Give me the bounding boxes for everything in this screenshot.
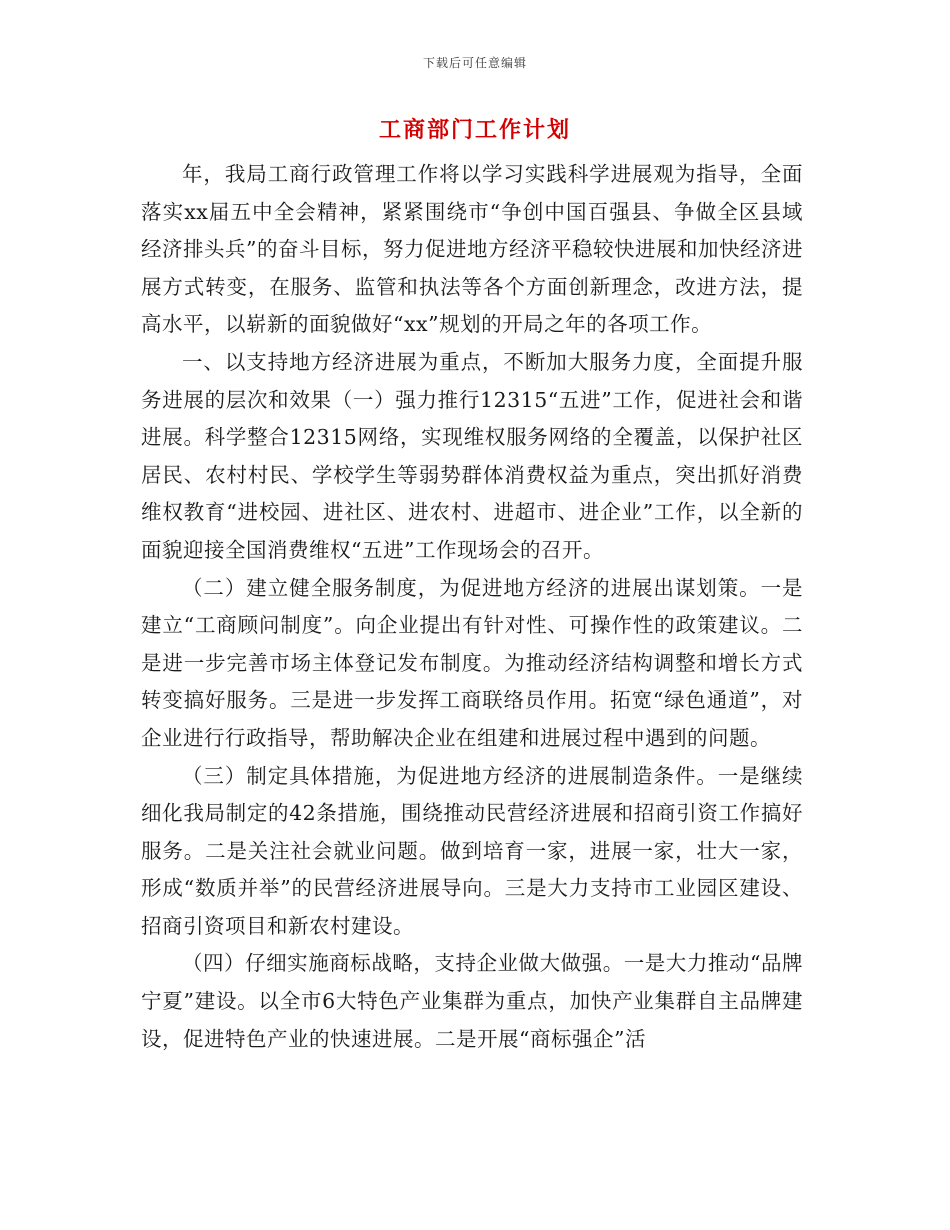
document-title: 工商部门工作计划 — [378, 117, 571, 143]
document-body — [141, 156, 803, 1058]
paragraph-section-1-2: （二）建立健全服务制度，为促进地方经济的进展出谋划策。一是建立“工商顾问制度”。向企业提出有针对性、可操作性的政策建议。二是进一步完善市场主体登记发布制度。为推动经济结构调整和增长方式转变搞好服务。三是进一步发挥工商联络员作用。拓宽“绿色通道”，对企业进行行政指导，帮助解决企业在组建和进展过程中遇到的问题。 — [141, 575, 803, 750]
paragraph-section-1-3: （三）制定具体措施，为促进地方经济的进展制造条件。一是继续细化我局制定的42条措施，围绕推动民营经济进展和招商引资工作搞好服务。二是关注社会就业问题。做到培育一家，进展一家，壮大一家，形成“数质并举”的民营经济进展导向。三是大力支持市工业园区建设、招商引资项目和新农村建设。 — [141, 763, 803, 938]
paragraph-section-1-4: （四）仔细实施商标战略，支持企业做大做强。一是大力推动“品牌宁夏”建设。以全市6大特色产业集群为重点，加快产业集群自主品牌建设，促进特色产业的快速进展。二是开展“商标强企”活 — [141, 951, 803, 1051]
paragraph-intro: 年，我局工商行政管理工作将以学习实践科学进展观为指导，全面落实xx届五中全会精神，紧紧围绕市“争创中国百强县、争做全区县域经济排头兵”的奋斗目标，努力促进地方经济平稳较快进展和加快经济进展方式转变，在服务、监管和执法等各个方面创新理念，改进方法，提高水平，以崭新的面貌做好“xx”规划的开局之年的各项工作。 — [141, 162, 803, 337]
paragraph-section-1: 一、以支持地方经济进展为重点，不断加大服务力度，全面提升服务进展的层次和效果（一）强力推行12315“五进”工作，促进社会和谐进展。科学整合12315网络，实现维权服务网络的全覆盖，以保护社区居民、农村村民、学校学生等弱势群体消费权益为重点，突出抓好消费维权教育“进校园、进社区、进农村、进超市、进企业”工作，以全新的面貌迎接全国消费维权“五进”工作现场会的召开。 — [141, 349, 803, 562]
page-header-note: 下载后可任意编辑 — [422, 56, 527, 70]
